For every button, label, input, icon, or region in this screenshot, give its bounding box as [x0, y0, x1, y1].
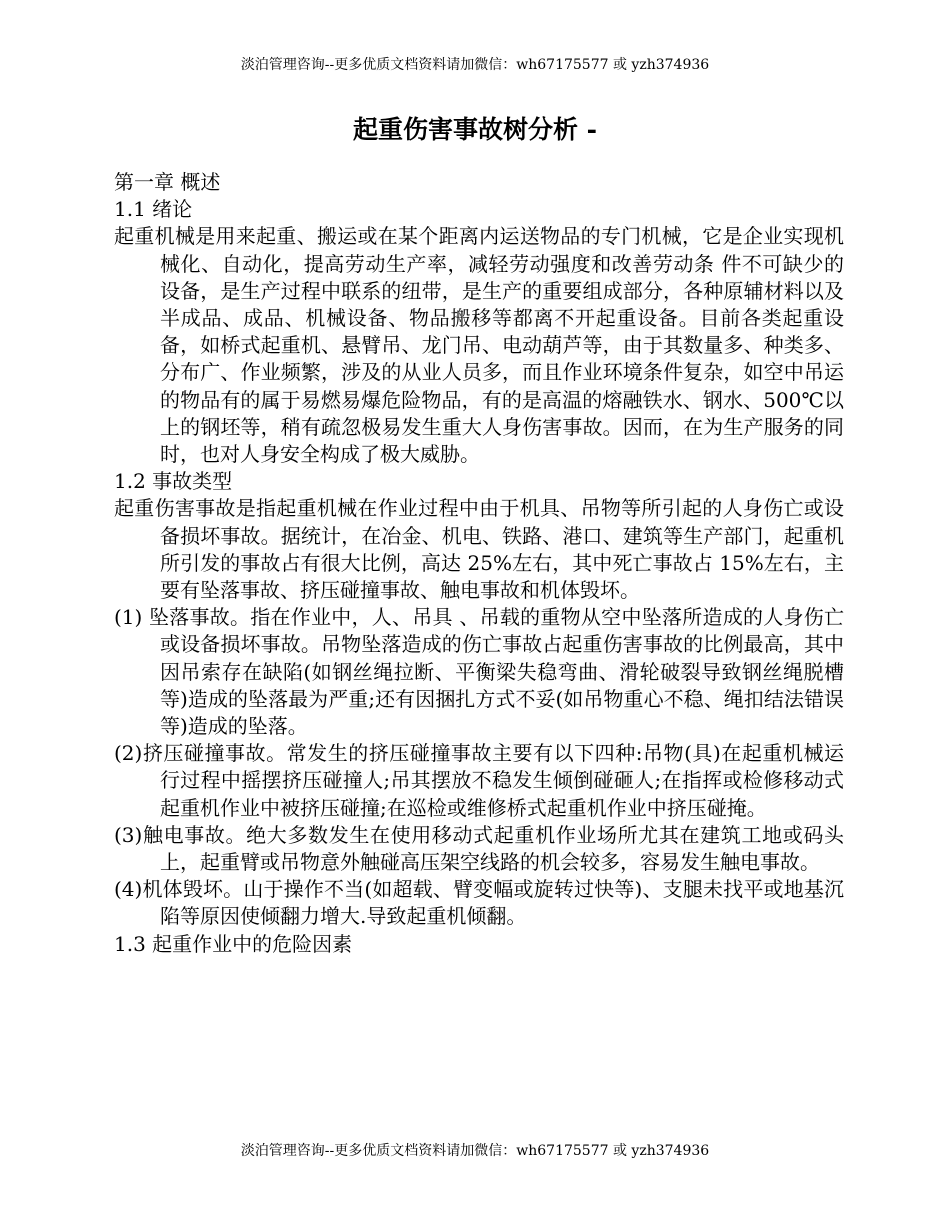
page-footer: 淡泊管理咨询--更多优质文档资料请加微信：wh67175577 或 yzh374936 [240, 1143, 710, 1159]
document-title: 起重伤害事故树分析 - [352, 115, 598, 144]
page-header: 淡泊管理咨询--更多优质文档资料请加微信：wh67175577 或 yzh374936 [240, 57, 710, 73]
paragraph-intro: 起重机械是用来起重、搬运或在某个距离内运送物品的专门机械，它是企业实现机械化、自动化，提高劳动生产率，减轻劳动强度和改善劳动条 件不可缺少的设备，是生产过程中联系的纽带，是生产的重要组成部分，各种原辅材料以及半成品、成品、机械设备、物品搬移等都离不开起重设备。目前各类起重设备，如桥式起重机、悬臂吊、龙门吊、电动葫芦等，由于其数量多、种类多、分布广、作业频繁，涉及的从业人员多，而且作业环境条件复杂，如空中吊运的物品有的属于易燃易爆危险物品，有的是高温的熔融铁水、钢水、500℃以上的钢坯等，稍有疏忽极易发生重大人身伤害事故。因而，在为生产服务的同时，也对人身安全构成了极大威胁。 [114, 224, 844, 467]
document-body [114, 169, 844, 958]
list-item-falling: (1) 坠落事故。指在作业中，人、吊具 、吊载的重物从空中坠落所造成的人身伤亡或设备损坏事故。吊物坠落造成的伤亡事故占起重伤害事故的比例最高，其中因吊索存在缺陷(如钢丝绳拉断、平衡梁失稳弯曲、滑轮破裂导致钢丝绳脱槽等)造成的坠落最为严重;还有因捆扎方式不妥(如吊物重心不稳、绳扣结法错误等)造成的坠落。 [114, 605, 844, 739]
list-item-machine-damage: (4)机体毁坏。山于操作不当(如超载、臂变幅或旋转过快等)、支腿未找平或地基沉陷等原因使倾翻力增大.导致起重机倾翻。 [114, 877, 844, 929]
chapter-heading: 第一章 概述 [114, 170, 221, 194]
section-heading-1-2: 1.2 事故类型 [114, 469, 233, 494]
paragraph-accident-types: 起重伤害事故是指起重机械在作业过程中由于机具、吊物等所引起的人身伤亡或设备损坏事故。据统计，在冶金、机电、铁路、港口、建筑等生产部门，起重机所引发的事故占有很大比例，高达 25%左右，其中死亡事故占 15%左右，主要有坠落事故、挤压碰撞事故、触电事故和机体毁坏。 [114, 496, 844, 603]
section-heading-1-1: 1.1 绪论 [114, 197, 193, 222]
list-item-electrocution: (3)触电事故。绝大多数发生在使用移动式起重机作业场所尤其在建筑工地或码头上，起重臂或吊物意外触碰高压架空线路的机会较多，容易发生触电事故。 [114, 822, 844, 875]
list-item-crushing: (2)挤压碰撞事故。常发生的挤压碰撞事故主要有以下四种:吊物(具)在起重机械运行过程中摇摆挤压碰撞人;吊其摆放不稳发生倾倒碰砸人;在指挥或检修移动式起重机作业中被挤压碰撞;在巡检或维修桥式起重机作业中挤压碰掩。 [114, 741, 844, 820]
section-heading-1-3: 1.3 起重作业中的危险因素 [114, 931, 353, 956]
